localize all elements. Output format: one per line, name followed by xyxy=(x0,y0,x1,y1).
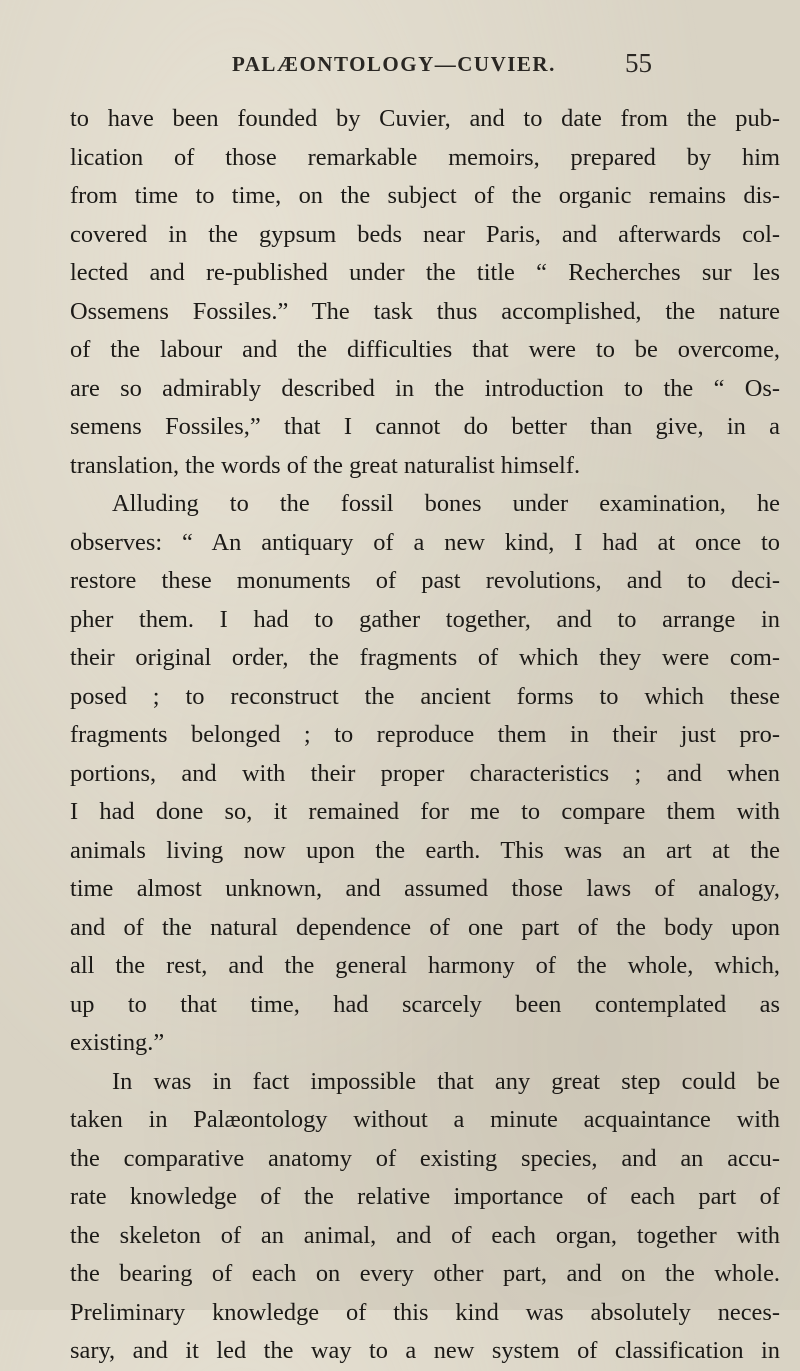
text-line: pher them. I had to gather together, and to arrange in xyxy=(70,605,780,633)
text-line: all the rest, and the general harmony of the whole, which, xyxy=(70,952,780,979)
text-line: sary, and it led the way to a new system of classification in xyxy=(70,1337,780,1364)
text-line: from time to time, on the subject of the organic remains dis- xyxy=(70,182,780,209)
page-number: 55 xyxy=(625,48,652,78)
paragraph-2 xyxy=(70,485,780,1063)
paragraph-1 xyxy=(70,100,780,485)
text-line: lication of those remarkable memoirs, prepared by him xyxy=(70,143,780,171)
paragraph-3 xyxy=(70,1063,780,1371)
text-line: rate knowledge of the relative importance of each part of xyxy=(70,1183,780,1210)
text-line: existing.” xyxy=(70,1029,165,1056)
text-line: Alluding to the fossil bones under examination, he xyxy=(112,490,780,517)
running-head xyxy=(0,48,800,82)
text-line: time almost unknown, and assumed those laws of analogy, xyxy=(70,875,780,902)
text-line: are so admirably described in the introduction to the “ Os- xyxy=(70,374,780,402)
text-line: In was in fact impossible that any great step could be xyxy=(112,1067,780,1095)
text-line: posed ; to reconstruct the ancient forms to which these xyxy=(70,682,780,710)
body-text xyxy=(70,100,780,1371)
text-line: the skeleton of an animal, and of each organ, together with xyxy=(70,1221,780,1249)
text-line: lected and re-published under the title “ Recherches sur les xyxy=(70,259,780,286)
text-line: restore these monuments of past revolutions, and to deci- xyxy=(70,567,780,594)
text-line: fragments belonged ; to reproduce them in their just pro- xyxy=(70,721,780,748)
text-line: Preliminary knowledge of this kind was absolutely neces- xyxy=(70,1298,780,1326)
text-line: translation, the words of the great naturalist himself. xyxy=(70,451,581,479)
text-line: taken in Palæontology without a minute acquaintance with xyxy=(70,1106,780,1133)
running-title: PALÆONTOLOGY—CUVIER. xyxy=(232,52,556,76)
text-line: up to that time, had scarcely been contemplated as xyxy=(70,990,780,1018)
text-line: I had done so, it remained for me to compare them with xyxy=(70,798,780,825)
text-line: of the labour and the difficulties that were to be overcome, xyxy=(70,336,780,363)
text-line: the bearing of each on every other part, and on the whole. xyxy=(70,1260,780,1287)
text-line: to have been founded by Cuvier, and to date from the pub- xyxy=(70,105,780,132)
text-line: and of the natural dependence of one part of the body upon xyxy=(70,913,780,941)
text-line: their original order, the fragments of which they were com- xyxy=(70,644,780,671)
text-line: the comparative anatomy of existing species, and an accu- xyxy=(70,1144,780,1172)
text-line: portions, and with their proper characteristics ; and when xyxy=(70,759,780,787)
text-line: covered in the gypsum beds near Paris, and afterwards col- xyxy=(70,220,780,248)
text-line: animals living now upon the earth. This was an art at the xyxy=(70,836,780,864)
text-line: semens Fossiles,” that I cannot do better than give, in a xyxy=(70,413,780,440)
text-line: Ossemens Fossiles.” The task thus accomplished, the nature xyxy=(70,297,780,325)
text-line: observes: “ An antiquary of a new kind, I had at once to xyxy=(70,528,780,556)
